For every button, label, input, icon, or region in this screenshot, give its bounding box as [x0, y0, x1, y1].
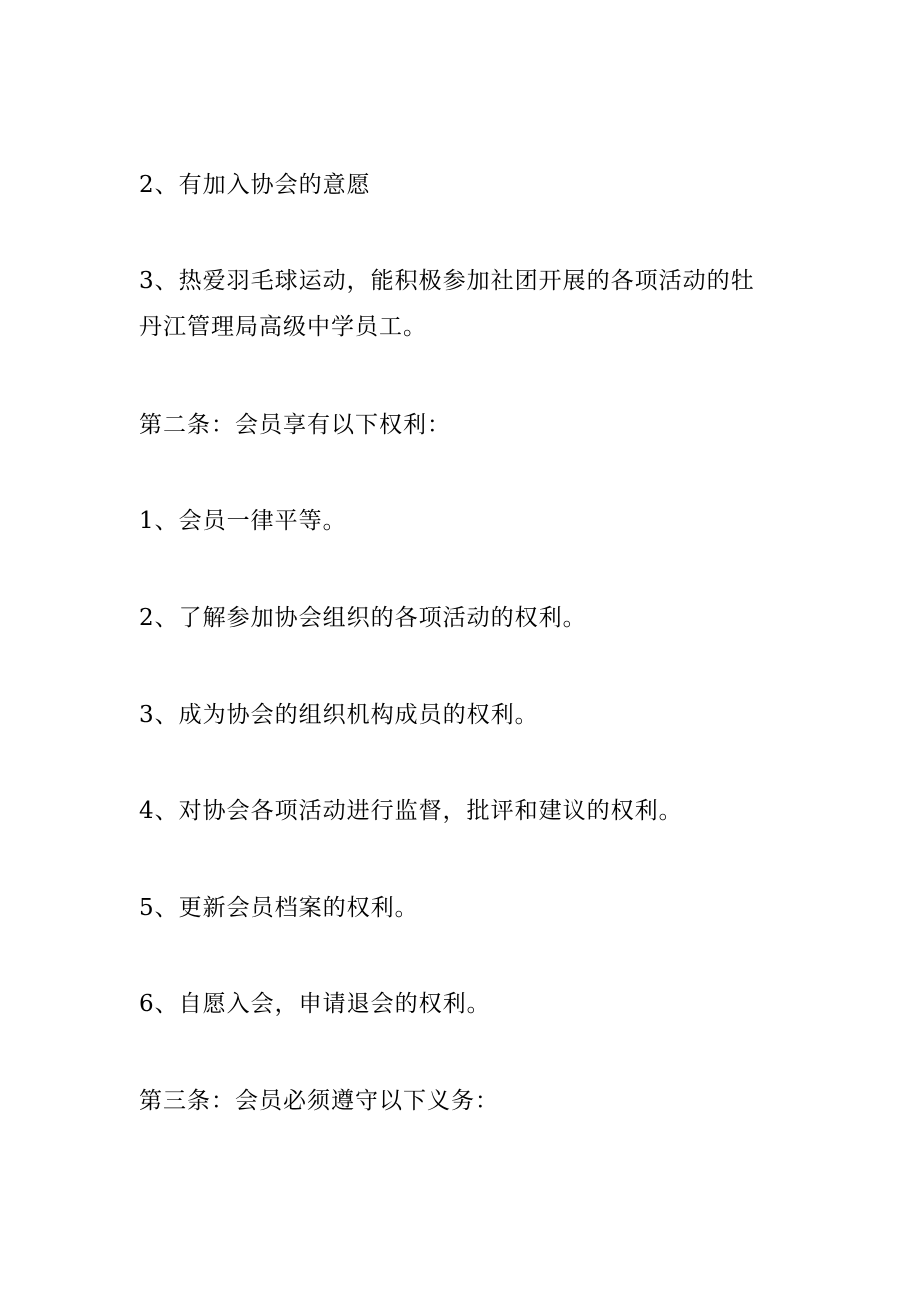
paragraph-membership-condition-2: [139, 162, 789, 208]
paragraph-line: 第二条：会员享有以下权利：: [139, 412, 451, 438]
paragraph-line: 6、自愿入会，申请退会的权利。: [139, 991, 491, 1017]
paragraph-line: 2、有加入协会的意愿: [139, 172, 371, 198]
paragraph-line: 2、了解参加协会组织的各项活动的权利。: [139, 605, 587, 631]
paragraph-line: 5、更新会员档案的权利。: [139, 895, 419, 921]
paragraph-line: 1、会员一律平等。: [139, 508, 347, 534]
paragraph-line: 第三条：会员必须遵守以下义务：: [139, 1088, 499, 1114]
article-3-heading: [139, 1078, 789, 1124]
rights-item-4: [139, 788, 789, 834]
rights-item-1: [139, 498, 789, 544]
paragraph-line: 丹江管理局高级中学员工。: [139, 314, 427, 340]
rights-item-3: [139, 692, 789, 738]
paragraph-line: 4、对协会各项活动进行监督，批评和建议的权利。: [139, 798, 683, 824]
paragraph-line: 3、成为协会的组织机构成员的权利。: [139, 702, 539, 728]
paragraph-line: 3、热爱羽毛球运动，能积极参加社团开展的各项活动的牡: [139, 268, 755, 294]
rights-item-5: [139, 885, 789, 931]
rights-item-2: [139, 595, 789, 641]
paragraph-membership-condition-3: [139, 258, 789, 350]
article-2-heading: [139, 402, 789, 448]
rights-item-6: [139, 981, 789, 1027]
